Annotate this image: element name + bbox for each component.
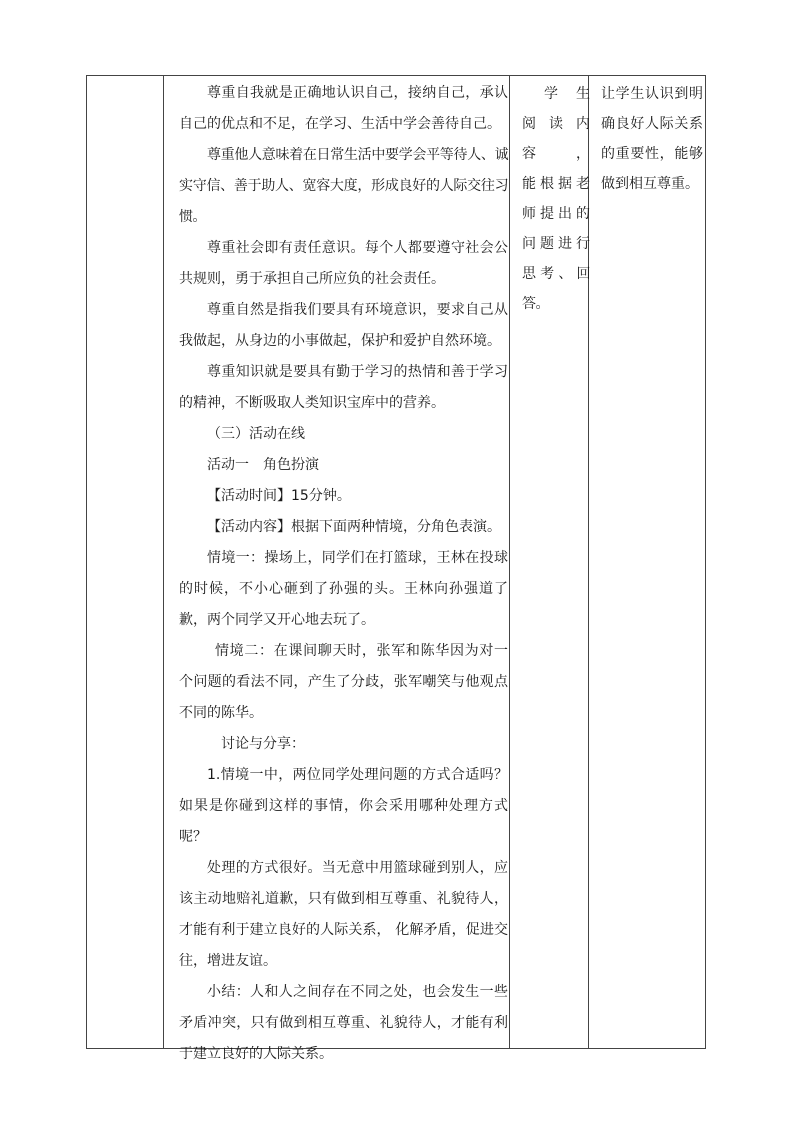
- scene-two: 情境二：在课间聊天时，张军和陈华因为对一个问题的看法不同，产生了分歧，张军嘲笑与他观点不同的陈华。: [179, 643, 508, 721]
- summary: 小结：人和人之间存在不同之处，也会发生一些矛盾冲突，只有做到相互尊重、礼貌待人，才能有利于建立良好的人际关系。: [179, 984, 508, 1062]
- paragraph-respect-knowledge: 尊重知识就是要具有勤于学习的热情和善于学习的精神，不断吸取人类知识宝库中的营养。: [179, 364, 508, 411]
- paragraph-respect-self: 尊重自我就是正确地认识自己，接纳自己，承认自己的优点和不足，在学习、生活中学会善待自己。: [179, 85, 508, 132]
- student-activity-line: 思考、回答。: [522, 266, 590, 312]
- paragraph-respect-others: 尊重他人意味着在日常生活中要学会平等待人、诚实守信、善于助人、宽容大度，形成良好的人际交往习惯。: [179, 147, 508, 225]
- question-one: 1.情境一中，两位同学处理问题的方式合适吗？如果是你碰到这样的事情，你会采用哪种处理方式呢？: [179, 767, 508, 845]
- activity-title: 活动一 角色扮演: [207, 457, 319, 473]
- lesson-table: [86, 75, 706, 1062]
- answer-one: 处理的方式很好。当无意中用篮球碰到别人，应该主动地赔礼道歉，只有做到相互尊重、礼貌待人，才能有利于建立良好的人际关系， 化解矛盾，促进交往，增进友谊。: [179, 860, 508, 969]
- student-activity-line: 问题进行: [522, 236, 590, 252]
- column-divider-1: [163, 76, 164, 1048]
- scene-one: 情境一：操场上，同学们在打篮球，王林在投球的时候，不小心砸到了孙强的头。王林向孙强道了歉，两个同学又开心地去玩了。: [179, 550, 508, 628]
- design-intent-cell: [595, 79, 707, 199]
- design-intent-text: 让学生认识到明确良好人际关系的重要性，能够做到相互尊重。: [601, 86, 703, 192]
- paragraph-respect-nature: 尊重自然是指我们要具有环境意识，要求自己从我做起，从身边的小事做起，保护和爱护自然环境。: [179, 302, 508, 349]
- section-heading: （三）活动在线: [207, 426, 305, 442]
- student-activity-line: 阅读内容，: [522, 116, 590, 162]
- activity-content: 【活动内容】根据下面两种情境，分角色表演。: [207, 519, 501, 535]
- discussion-heading: 讨论与分享：: [221, 736, 305, 752]
- teaching-content-cell: [173, 78, 516, 1070]
- student-activity-line: 能根据老: [522, 176, 590, 192]
- student-activity-line: 师提出的: [522, 206, 590, 222]
- student-activity-line: 学 生: [544, 86, 590, 102]
- student-activity-cell: [516, 79, 595, 319]
- paragraph-respect-society: 尊重社会即有责任意识。每个人都要遵守社会公共规则，勇于承担自己所应负的社会责任。: [179, 240, 508, 287]
- activity-time: 【活动时间】15分钟。: [207, 488, 351, 504]
